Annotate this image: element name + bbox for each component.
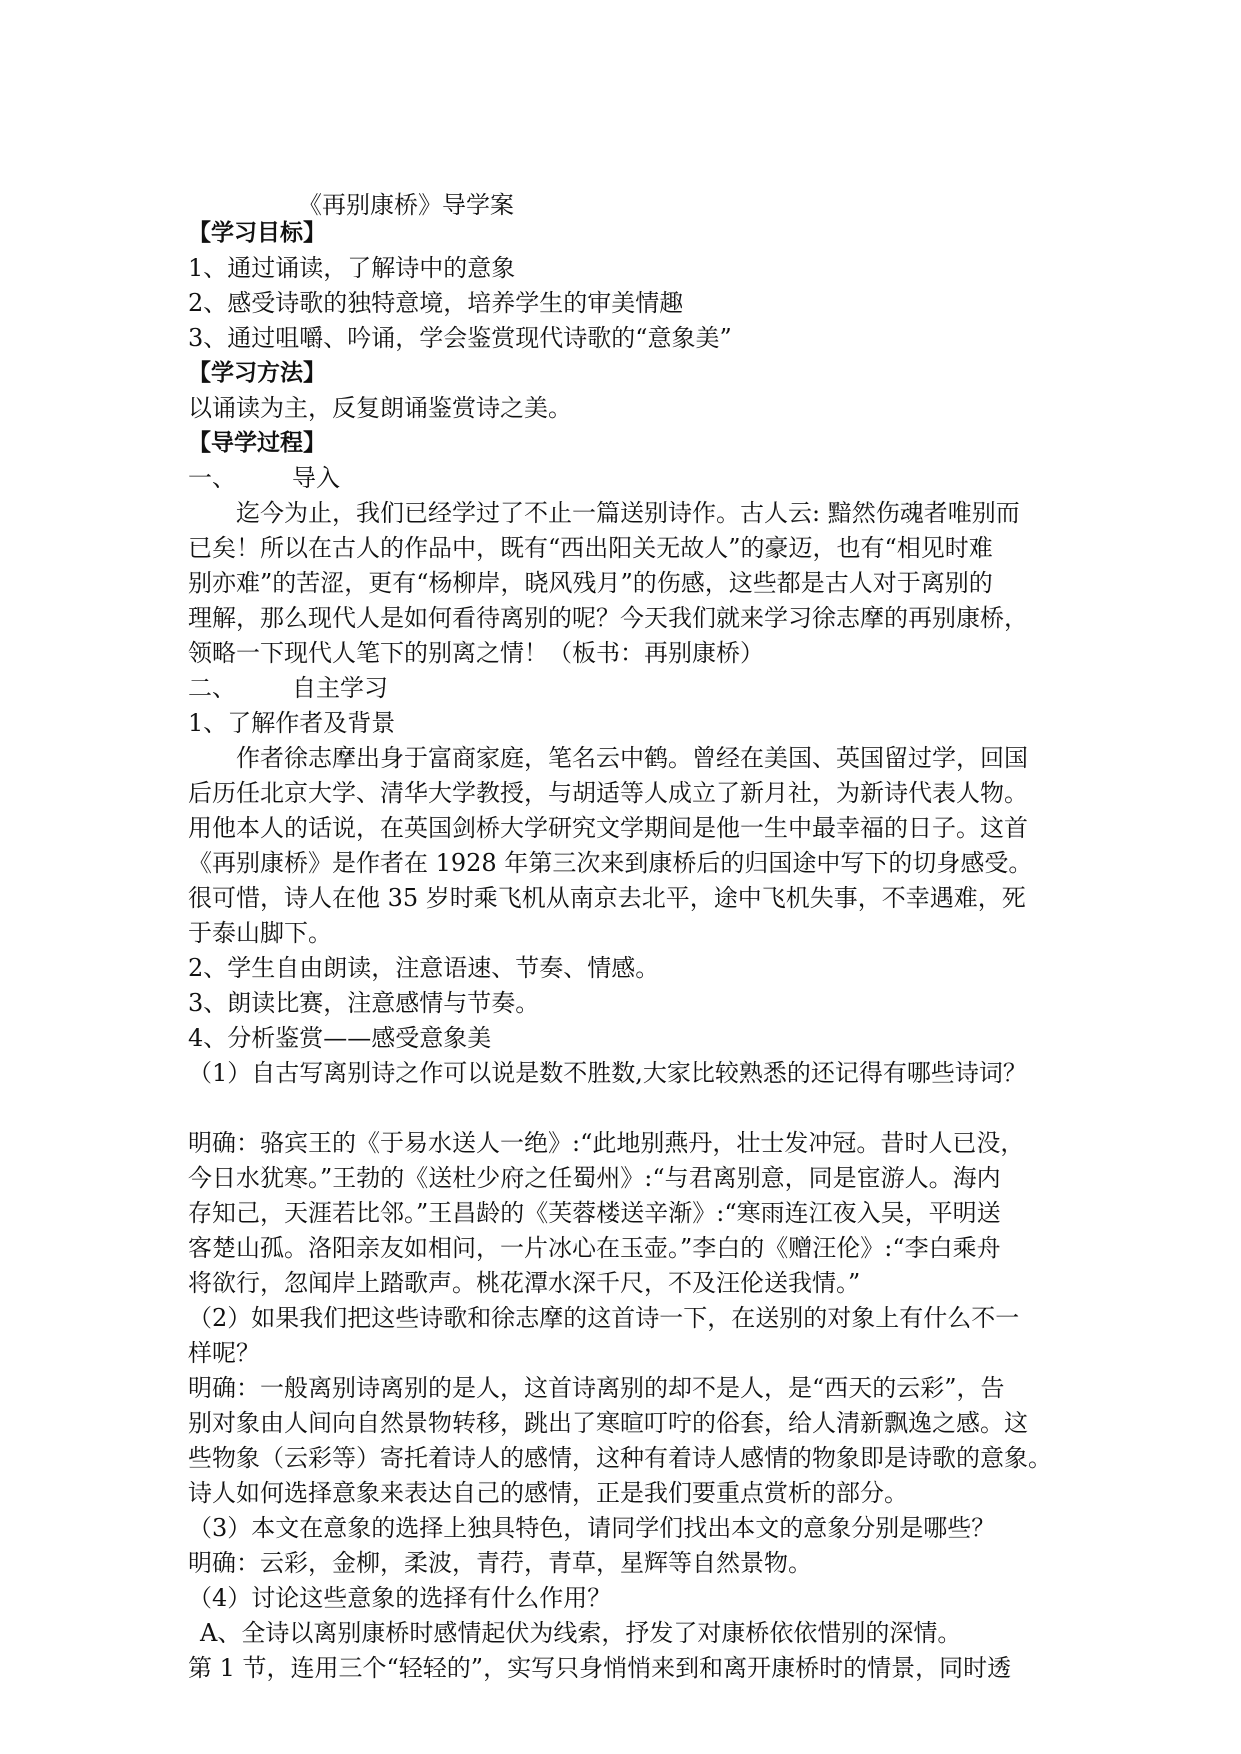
answer-2-paragraph bbox=[188, 1371, 1058, 1511]
author-line: 作者徐志摩出身于富商家庭，笔名云中鹤。曾经在美国、英国留过学，回国 bbox=[236, 744, 1028, 772]
section-1-note: 第 1 节，连用三个“轻轻的”，实写只身悄悄来到和离开康桥时的情景，同时透 bbox=[188, 1654, 1012, 1682]
process-heading: 【导学过程】 bbox=[188, 430, 326, 456]
answer-1-line: 存知己，天涯若比邻。”王昌龄的《芙蓉楼送辛渐》:“寒雨连江夜入吴，平明送 bbox=[188, 1199, 1001, 1227]
goal-item: 3、通过咀嚼、吟诵，学会鉴赏现代诗歌的“意象美” bbox=[188, 324, 732, 352]
part2-number: 二、 bbox=[188, 674, 236, 702]
point-a: A、全诗以离别康桥时感情起伏为线索，抒发了对康桥依依惜别的深情。 bbox=[200, 1619, 962, 1647]
answer-1-line: 将欲行，忽闻岸上踏歌声。桃花潭水深千尺，不及汪伦送我情。” bbox=[188, 1269, 861, 1297]
goals-heading: 【学习目标】 bbox=[188, 220, 326, 246]
goal-item: 2、感受诗歌的独特意境，培养学生的审美情趣 bbox=[188, 289, 684, 317]
question-1: （1）自古写离别诗之作可以说是数不胜数,大家比较熟悉的还记得有哪些诗词？ bbox=[188, 1059, 1027, 1087]
answer-2-line: 别对象由人间向自然景物转移，跳出了寒暄叮咛的俗套，给人清新飘逸之感。这 bbox=[188, 1409, 1028, 1437]
intro-line: 领略一下现代人笔下的别离之情！（板书：再别康桥） bbox=[188, 639, 764, 667]
question-2-paragraph bbox=[188, 1301, 1058, 1371]
part2-heading bbox=[188, 671, 1058, 706]
intro-line: 别亦难”的苦涩，更有“杨柳岸，晓风残月”的伤感，这些都是古人对于离别的 bbox=[188, 569, 993, 597]
answer-2-line: 诗人如何选择意象来表达自己的感情，正是我们要重点赏析的部分。 bbox=[188, 1479, 908, 1507]
answer-1-paragraph bbox=[188, 1126, 1058, 1301]
author-line: 《再别康桥》是作者在 1928 年第三次来到康桥后的归国途中写下的切身感受。 bbox=[188, 849, 1033, 877]
question-4: （4）讨论这些意象的选择有什么作用？ bbox=[188, 1584, 612, 1612]
intro-paragraph bbox=[188, 496, 1058, 671]
author-paragraph bbox=[188, 741, 1058, 951]
method-heading: 【学习方法】 bbox=[188, 360, 326, 386]
answer-2-line: 些物象（云彩等）寄托着诗人的感情，这种有着诗人感情的物象即是诗歌的意象。 bbox=[188, 1444, 1052, 1472]
author-line: 很可惜，诗人在他 35 岁时乘飞机从南京去北平，途中飞机失事，不幸遇难，死 bbox=[188, 884, 1026, 912]
answer-3: 明确：云彩，金柳，柔波，青荇，青草，星辉等自然景物。 bbox=[188, 1549, 812, 1577]
intro-line: 理解，那么现代人是如何看待离别的呢？今天我们就来学习徐志摩的再别康桥， bbox=[188, 604, 1028, 632]
answer-1-line: 今日水犹寒。”王勃的《送杜少府之任蜀州》:“与君离别意，同是宦游人。海内 bbox=[188, 1164, 1001, 1192]
part1-heading bbox=[188, 461, 1058, 496]
item-2: 2、学生自由朗读，注意语速、节奏、情感。 bbox=[188, 954, 660, 982]
method-text: 以诵读为主，反复朗诵鉴赏诗之美。 bbox=[188, 394, 572, 422]
author-line: 用他本人的话说，在英国剑桥大学研究文学期间是他一生中最幸福的日子。这首 bbox=[188, 814, 1028, 842]
author-line: 后历任北京大学、清华大学教授，与胡适等人成立了新月社，为新诗代表人物。 bbox=[188, 779, 1028, 807]
part1-number: 一、 bbox=[188, 464, 236, 492]
part2-title: 自主学习 bbox=[292, 674, 388, 702]
item-1: 1、了解作者及背景 bbox=[188, 709, 396, 737]
part1-title: 导入 bbox=[292, 464, 340, 492]
answer-1-line: 客楚山孤。洛阳亲友如相问，一片冰心在玉壶。”李白的《赠汪伦》:“李白乘舟 bbox=[188, 1234, 1001, 1262]
answer-1-line: 明确：骆宾王的《于易水送人一绝》:“此地别燕丹，壮士发冲冠。昔时人已没， bbox=[188, 1129, 1025, 1157]
question-2-line: （2）如果我们把这些诗歌和徐志摩的这首诗一下，在送别的对象上有什么不一 bbox=[188, 1304, 1020, 1332]
goal-item: 1、通过诵读，了解诗中的意象 bbox=[188, 254, 516, 282]
author-line: 于泰山脚下。 bbox=[188, 919, 332, 947]
answer-2-line: 明确：一般离别诗离别的是人，这首诗离别的却不是人，是“西天的云彩”，告 bbox=[188, 1374, 1005, 1402]
item-4: 4、分析鉴赏——感受意象美 bbox=[188, 1024, 492, 1052]
intro-line: 已矣！所以在古人的作品中，既有“西出阳关无故人”的豪迈，也有“相见时难 bbox=[188, 534, 993, 562]
intro-line: 迄今为止，我们已经学过了不止一篇送别诗作。古人云: 黯然伤魂者唯别而 bbox=[236, 499, 1020, 527]
question-2-line: 样呢？ bbox=[188, 1339, 260, 1367]
page-title: 《再别康桥》导学案 bbox=[298, 191, 514, 219]
question-3: （3）本文在意象的选择上独具特色，请同学们找出本文的意象分别是哪些？ bbox=[188, 1514, 996, 1542]
item-3: 3、朗读比赛，注意感情与节奏。 bbox=[188, 989, 540, 1017]
